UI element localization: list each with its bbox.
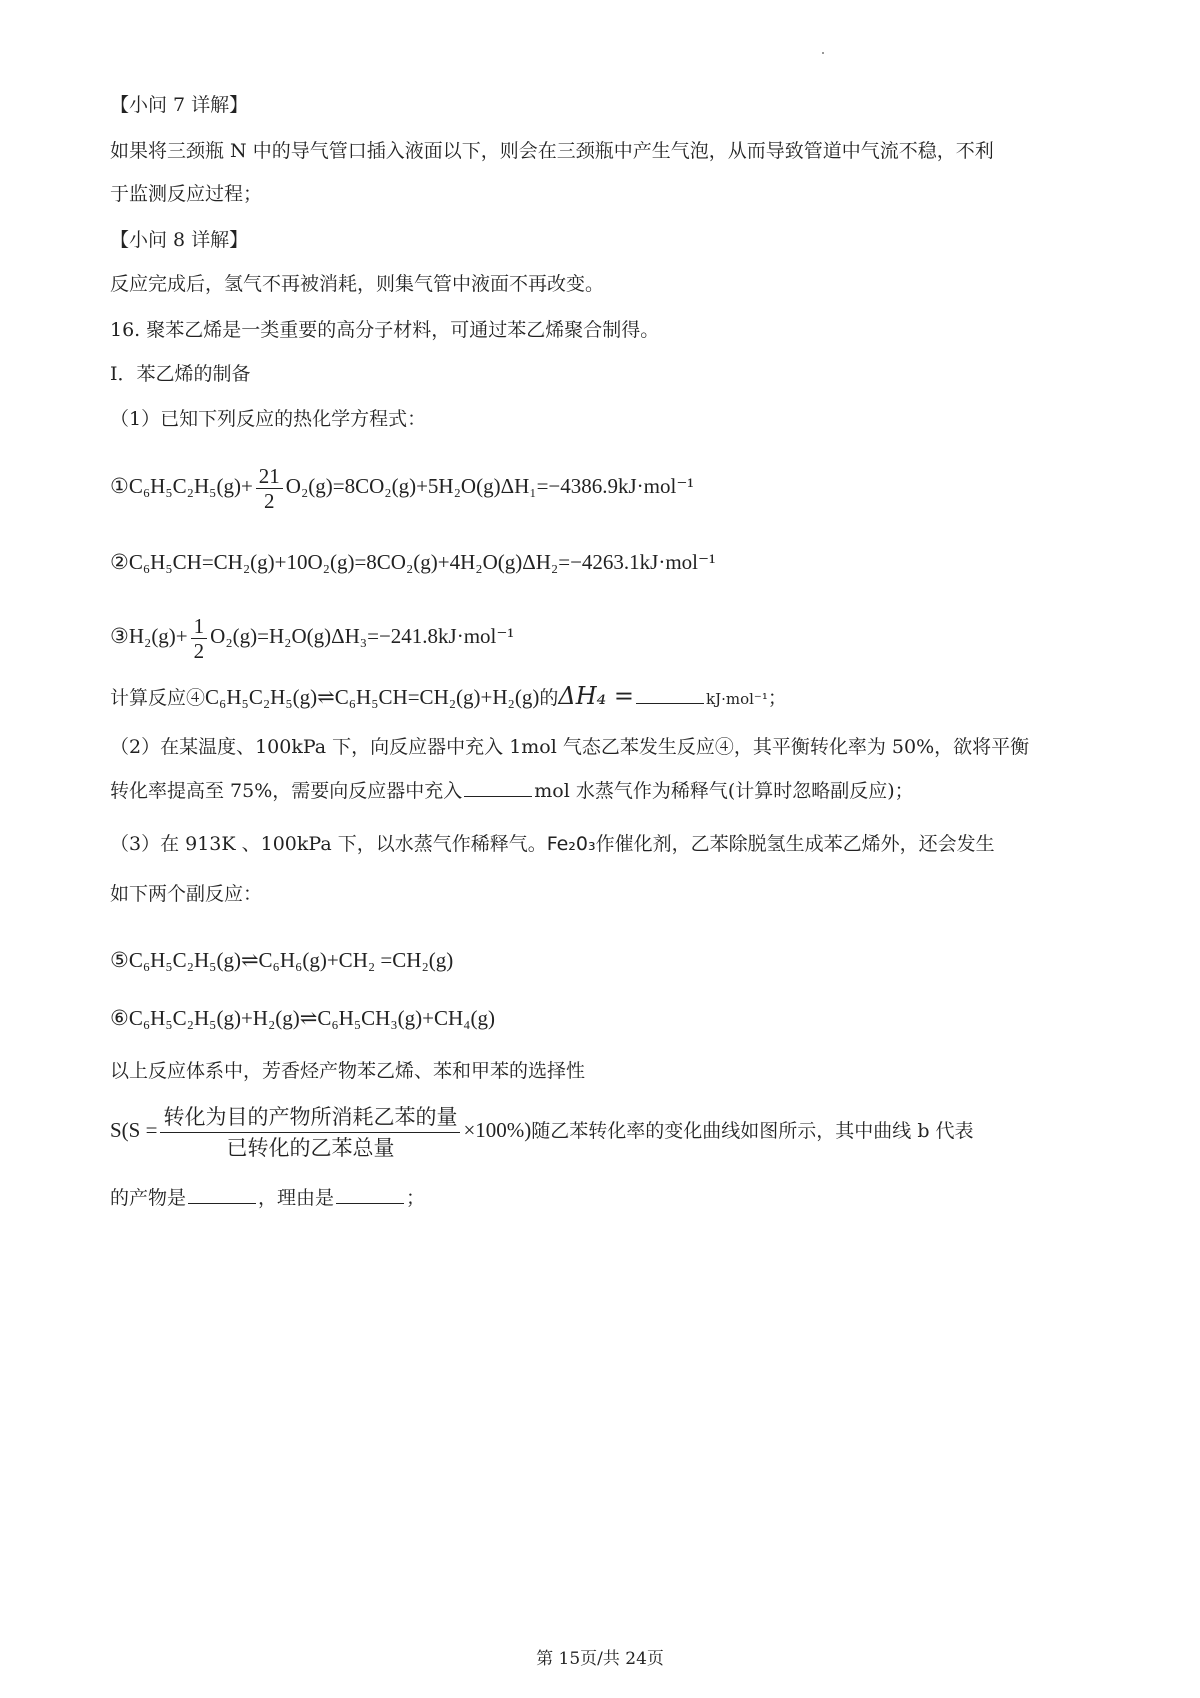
eq1-lhs: ①C₆H₅C₂H₅(g)+ xyxy=(110,474,253,498)
sel-prefix: S(S = xyxy=(110,1118,158,1142)
eq1-frac-num: 21 xyxy=(256,464,283,489)
sub-question-2-line2 xyxy=(110,777,914,805)
eq3-lhs: ③H₂(g)+ xyxy=(110,624,188,648)
equation-5: ⑤C₆H₅C₂H₅(g)⇌C₆H₆(g)+CH₂ =CH₂(g) xyxy=(110,948,454,972)
final-text-a: 的产物是 xyxy=(110,1187,187,1209)
q8-text-line1: 反应完成后，氢气不再被消耗，则集气管中液面不再改变。 xyxy=(110,273,605,295)
answer-blank-water[interactable] xyxy=(464,795,532,797)
sub2-text-a: 转化率提高至 75%，需要向反应器中充入 xyxy=(110,780,463,802)
heading-q8: 【小问 8 详解】 xyxy=(110,229,249,251)
equation-2: ②C₆H₅CH=CH₂(g)+10O₂(g)=8CO₂(g)+4H₂O(g)ΔH₂=−4263.1kJ·mol⁻¹ xyxy=(110,550,716,574)
part-1-title: I．苯乙烯的制备 xyxy=(110,363,251,385)
selectivity-formula-line xyxy=(110,1098,974,1163)
question-16-intro: 16. 聚苯乙烯是一类重要的高分子材料，可通过苯乙烯聚合制得。 xyxy=(110,319,660,341)
final-question-line xyxy=(110,1184,425,1212)
sel-fraction xyxy=(160,1102,460,1163)
answer-blank-product[interactable] xyxy=(188,1202,256,1204)
sub-question-3-line1 xyxy=(110,830,995,858)
eq1-rhs: O₂(g)=8CO₂(g)+5H₂O(g)ΔH₁=−4386.9kJ·mol⁻¹ xyxy=(285,474,694,498)
answer-blank-dh4[interactable] xyxy=(636,702,704,704)
equation-6: ⑥C₆H₅C₂H₅(g)+H₂(g)⇌C₆H₅CH₃(g)+CH₄(g) xyxy=(110,1006,495,1030)
equation-1 xyxy=(110,462,694,513)
sub-question-1: （1）已知下列反应的热化学方程式： xyxy=(110,408,427,430)
sel-suffix: ×100%) xyxy=(463,1118,532,1142)
selectivity-intro: 以上反应体系中，芳香烃产物苯乙烯、苯和甲苯的选择性 xyxy=(110,1060,586,1082)
calc-reaction: C₆H₅C₂H₅(g)⇌C₆H₅CH=CH₂(g)+H₂(g) xyxy=(205,685,540,709)
sel-frac-den: 已转化的乙苯总量 xyxy=(226,1135,395,1160)
calc-reaction-4 xyxy=(110,682,787,713)
sub-question-3-line2: 如下两个副反应： xyxy=(110,883,263,905)
q7-text-line2: 于监测反应过程； xyxy=(110,183,263,205)
heading-q7: 【小问 7 详解】 xyxy=(110,94,249,116)
q7-text-line1: 如果将三颈瓶 N 中的导气管口插入液面以下，则会在三颈瓶中产生气泡，从而导致管道中气流不稳，不利 xyxy=(110,140,994,162)
sub2-text-b: mol 水蒸气作为稀释气(计算时忽略副反应)； xyxy=(534,780,914,802)
sel-rest: 随乙苯转化率的变化曲线如图所示，其中曲线 b 代表 xyxy=(531,1120,974,1142)
eq1-fraction xyxy=(256,464,283,513)
eq1-frac-den: 2 xyxy=(264,488,275,513)
equation-3 xyxy=(110,612,514,663)
sub3-text-a: （3）在 913K 、100kPa 下，以水蒸气作稀释气。 xyxy=(110,833,547,855)
eq3-frac-num: 1 xyxy=(191,614,208,639)
sub3-text-b: 作催化剂，乙苯除脱氢生成苯乙烯外，还会发生 xyxy=(595,833,995,855)
calc-of: 的 xyxy=(539,687,559,709)
page-footer: 第 15页/共 24页 xyxy=(536,1649,664,1669)
calc-delta-h4: ΔH₄ = xyxy=(558,682,634,710)
final-text-c: ； xyxy=(406,1187,426,1209)
eq3-fraction xyxy=(191,614,208,663)
eq3-rhs: O₂(g)=H₂O(g)ΔH₃=−241.8kJ·mol⁻¹ xyxy=(210,624,514,648)
answer-blank-reason[interactable] xyxy=(336,1202,404,1204)
scan-dot xyxy=(822,52,824,54)
sub-question-2-line1: （2）在某温度、100kPa 下，向反应器中充入 1mol 气态乙苯发生反应④，其平衡转化率为 50%，欲将平衡 xyxy=(110,736,1030,758)
calc-unit: kJ·mol⁻¹ xyxy=(706,690,768,708)
final-text-b: ，理由是 xyxy=(258,1187,335,1209)
eq3-frac-den: 2 xyxy=(193,638,205,663)
calc-end: ； xyxy=(767,687,787,709)
calc-prefix: 计算反应④ xyxy=(110,687,206,709)
sub3-catalyst: Fe₂0₃ xyxy=(546,833,596,855)
sel-frac-num: 转化为目的产物所消耗乙苯的量 xyxy=(160,1102,460,1133)
